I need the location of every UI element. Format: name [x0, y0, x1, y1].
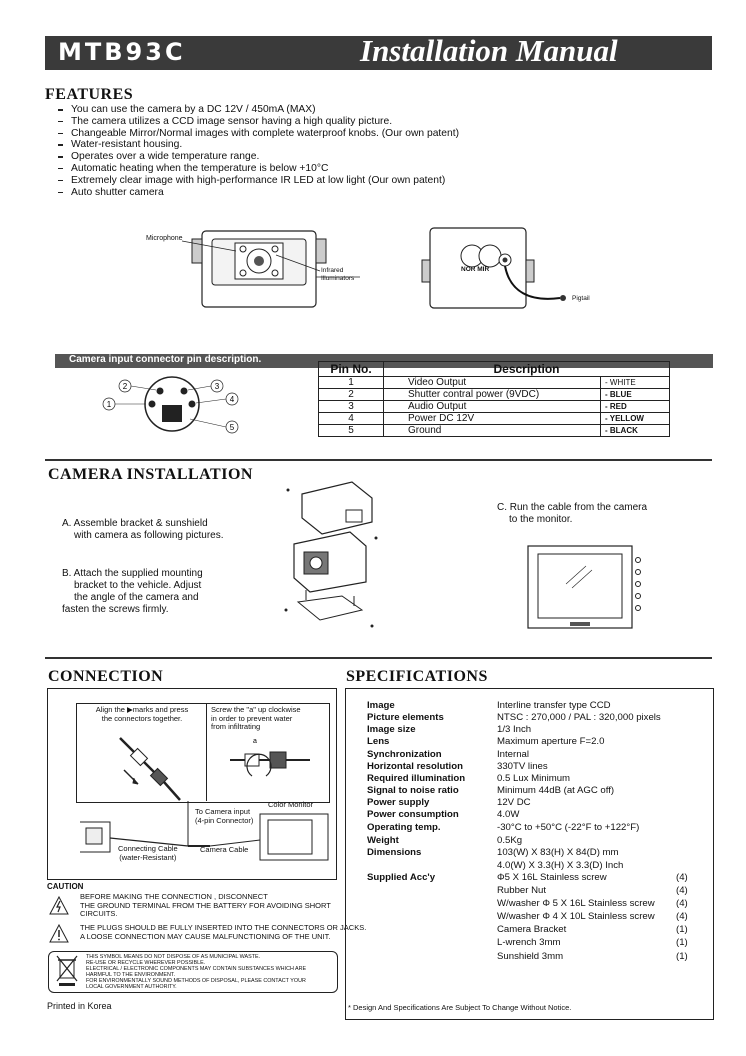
pin-label-5: 5	[229, 423, 235, 432]
pin-no: 3	[319, 401, 384, 413]
bracket-assembly-illustration	[280, 470, 390, 640]
features-list	[58, 104, 618, 198]
spec-key: Weight	[367, 835, 399, 846]
monitor-illustration	[526, 544, 646, 634]
infrared-label: Infrared	[321, 267, 344, 274]
spec-key: Required illumination	[367, 773, 466, 784]
pin-no: 5	[319, 425, 384, 437]
features-heading: FEATURES	[45, 86, 134, 103]
caution-text-2: THE PLUGS SHOULD BE FULLY INSERTED INTO THE CONNECTORS OR JACKS. A LOOSE CONNECTION MAY CAUSE MALFUNCTIONING OF THE UNIT.	[80, 923, 367, 941]
accessory-item: Φ5 X 16L Stainless screw	[497, 872, 607, 883]
pin-no: 4	[319, 413, 384, 425]
pin-desc: Shutter contral power (9VDC)	[384, 389, 601, 401]
illuminators-label: Illuminators	[321, 275, 355, 282]
spec-key: Horizontal resolution	[367, 761, 463, 772]
installation-heading: CAMERA INSTALLATION	[48, 466, 253, 483]
pin-wire: - YELLOW	[601, 413, 670, 425]
feature-item: Automatic heating when the temperature is below +10°C	[58, 163, 618, 175]
spec-key: Image size	[367, 724, 416, 735]
a-mark: a	[253, 738, 257, 745]
feature-item: The camera utilizes a CCD image sensor having a high quality picture.	[58, 116, 618, 128]
accessory-item: W/washer Φ 4 X 10L Stainless screw	[497, 911, 655, 922]
feature-item: Auto shutter camera	[58, 187, 618, 199]
accessory-qty: (4)	[676, 885, 688, 896]
pin-label-2: 2	[122, 382, 128, 391]
accessory-item: L-wrench 3mm	[497, 937, 561, 948]
pin-desc: Power DC 12V	[384, 413, 601, 425]
spec-key: Synchronization	[367, 749, 442, 760]
feature-item: Water-resistant housing.	[58, 139, 618, 151]
spec-value: 103(W) X 83(H) X 84(D) mm	[497, 847, 619, 858]
spec-value: 4.0W	[497, 809, 520, 820]
table-row	[319, 377, 670, 389]
accessory-item: W/washer Φ 5 X 16L Stainless screw	[497, 898, 655, 909]
install-step-a: A. Assemble bracket & sunshield with camera as following pictures.	[62, 518, 224, 541]
feature-item: Operates over a wide temperature range.	[58, 151, 618, 163]
spec-value: 12V DC	[497, 797, 531, 808]
pin-wire: - WHITE	[601, 377, 670, 389]
spec-value: -30°C to +50°C (-22°F to +122°F)	[497, 822, 640, 833]
caution-text-1: BEFORE MAKING THE CONNECTION , DISCONNECT THE GROUND TERMINAL FROM THE BATTERY FOR AVOIDING SHORT CIRCUITS.	[80, 892, 331, 918]
accessory-item: Rubber Nut	[497, 885, 547, 896]
accessory-qty: (4)	[676, 898, 688, 909]
table-row	[319, 425, 670, 437]
divider	[45, 657, 712, 659]
accessory-item: Camera Bracket	[497, 924, 567, 935]
spec-key: Power consumption	[367, 809, 459, 820]
spec-key: Image	[367, 700, 395, 711]
warning-icons	[49, 895, 71, 953]
spec-value: NTSC : 270,000 / PAL : 320,000 pixels	[497, 712, 661, 723]
printed-in-korea: Printed in Korea	[47, 1001, 112, 1011]
pin-wire: - RED	[601, 401, 670, 413]
accessory-qty: (1)	[676, 951, 688, 962]
accessory-qty: (4)	[676, 911, 688, 922]
pigtail-label: Pigtail	[572, 295, 590, 302]
pin-label-3: 3	[214, 382, 220, 391]
feature-item: Changeable Mirror/Normal images with complete waterproof knobs. (Our own patent)	[58, 128, 618, 140]
feature-item: Extremely clear image with high-performance IR LED at low light (Our own patent)	[58, 175, 618, 187]
spec-value: Interline transfer type CCD	[497, 700, 611, 711]
pin-no: 2	[319, 389, 384, 401]
caution-title: CAUTION	[47, 882, 84, 891]
install-step-c: C. Run the cable from the camera to the monitor.	[497, 502, 648, 525]
connecting-cable-label: Connecting Cable (water-Resistant)	[118, 844, 178, 862]
pin-wire: - BLACK	[601, 425, 670, 437]
spec-key: Lens	[367, 736, 390, 747]
pin-label-1: 1	[106, 400, 112, 409]
connection-heading: CONNECTION	[48, 668, 164, 685]
normir-label: NOR MIR	[461, 266, 490, 273]
spec-key: Picture elements	[367, 712, 444, 723]
desc-col-header: Description	[384, 362, 670, 377]
feature-item: You can use the camera by a DC 12V / 450mA (MAX)	[58, 104, 618, 116]
recycle-bin-icon	[56, 955, 78, 987]
to-camera-label: To Camera input (4-pin Connector)	[195, 807, 254, 825]
accessory-item: Sunshield 3mm	[497, 951, 564, 962]
connector-pin-diagram	[100, 372, 250, 442]
specs-heading: SPECIFICATIONS	[346, 668, 488, 685]
table-row	[319, 401, 670, 413]
spec-value: 1/3 Inch	[497, 724, 532, 735]
spec-key: Power supply	[367, 797, 430, 808]
spec-key: Dimensions	[367, 847, 422, 858]
spec-value: Internal	[497, 749, 529, 760]
align-instruction: Align the ▶marks and press the connectors together.	[95, 705, 189, 723]
spec-key: Operating temp.	[367, 822, 441, 833]
spec-value: 330TV lines	[497, 761, 548, 772]
accessory-qty: (1)	[676, 924, 688, 935]
pin-desc: Video Output	[384, 377, 601, 389]
accessory-qty: (4)	[676, 872, 688, 883]
install-step-b: B. Attach the supplied mounting bracket to the vehicle. Adjust the angle of the camera and fasten the screws firmly.	[62, 568, 203, 615]
pin-description-table	[318, 361, 670, 437]
table-row	[319, 413, 670, 425]
pin-desc: Audio Output	[384, 401, 601, 413]
divider	[45, 459, 712, 461]
screw-instruction: Screw the "a" up clockwise in order to prevent water from infiltrating	[211, 705, 301, 731]
pin-section-title: Camera input connector pin description.	[69, 354, 262, 365]
spec-value: 0.5Kg	[497, 835, 523, 846]
spec-key: Signal to noise ratio	[367, 785, 459, 796]
microphone-label: Microphone	[146, 235, 183, 242]
manual-title: Installation Manual	[360, 33, 618, 68]
pin-desc: Ground	[384, 425, 601, 437]
color-monitor-label: Color Monitor	[268, 800, 314, 809]
spec-value: Maximum aperture F=2.0	[497, 736, 605, 747]
pin-wire: - BLUE	[601, 389, 670, 401]
table-row	[319, 389, 670, 401]
weee-text: THIS SYMBOL MEANS DO NOT DISPOSE OF AS MUNICIPAL WASTE. RE-USE OR RECYCLE WHEREVER POSSIBLE. ELECTRICAL / ELECTRONIC COMPONENTS MAY CONTAIN SUBSTANCES WHICH ARE HARMFUL TO THE ENVIRONMENT. FOR ENVIRONMENTALLY SOUND METHODS OF DISPOSAL, PLEASE CONTACT YOUR LOCAL GOVERNMENT AUTHORITY.	[86, 954, 307, 990]
camera-cable-label: Camera Cable	[200, 845, 249, 854]
specs-notice: * Design And Specifications Are Subject To Change Without Notice.	[348, 1003, 572, 1012]
pin-label-4: 4	[229, 395, 235, 404]
accessory-qty: (1)	[676, 937, 688, 948]
model-name: MTB93C	[58, 38, 186, 66]
accessories-label: Supplied Acc'y	[367, 872, 436, 883]
spec-value: 4.0(W) X 3.3(H) X 3.3(D) Inch	[497, 860, 624, 871]
spec-value: Minimum 44dB (at AGC off)	[497, 785, 615, 796]
spec-value: 0.5 Lux Minimum	[497, 773, 571, 784]
pin-col-header: Pin No.	[319, 362, 384, 377]
pin-no: 1	[319, 377, 384, 389]
